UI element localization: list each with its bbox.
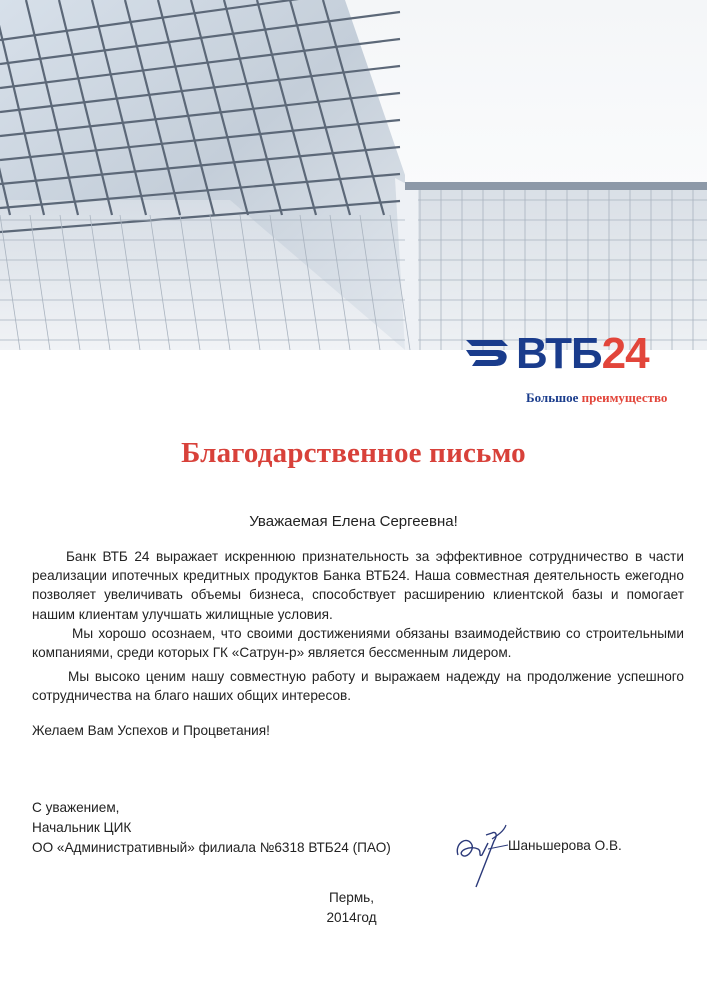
letter-paragraph-1: Банк ВТБ 24 выражает искреннюю признательность за эффективное сотрудничество в части реализации ипотечных кредитных продуктов Банка ВТБ24. Наша совместная деятельность ежегодно позволяет увеличивать объемы бизнеса, способствует расширению клиентской базы и помогает нашим клиентам улучшать жилищные условия. — [32, 549, 684, 622]
letter-greeting: Уважаемая Елена Сергеевна! — [249, 513, 458, 530]
vtb24-logo — [462, 329, 697, 412]
logo-brand-number: 24 — [601, 329, 649, 378]
logo-brand-main: ВТБ — [516, 329, 602, 378]
letter-paragraph-3: Мы высоко ценим нашу совместную работу и выражаем надежду на продолжение успешного сотрудничества на благо наших общих интересов. — [32, 669, 684, 704]
letter-wish: Желаем Вам Успехов и Процветания! — [32, 723, 270, 738]
letter-title: Благодарственное письмо — [181, 437, 526, 469]
logo-tagline-part2: преимущество — [581, 390, 668, 405]
letter-body — [32, 547, 684, 706]
signature-block — [32, 798, 391, 858]
signer-name: Шаньшерова О.В. — [508, 838, 622, 853]
letter-city: Пермь, — [328, 890, 375, 905]
logo-tagline-part1: Большое — [526, 390, 579, 405]
vtb-logo-mark-icon — [462, 336, 512, 370]
letter-closing: С уважением, — [32, 800, 120, 815]
letter-year: 2014год — [326, 910, 377, 925]
logo-wordmark — [516, 330, 649, 378]
signer-position: Начальник ЦИК — [32, 820, 132, 835]
header-banner-image — [0, 0, 707, 350]
signer-branch: ОО «Административный» филиала №6318 ВТБ24 (ПАО) — [32, 840, 391, 855]
letter-paragraph-2: Мы хорошо осознаем, что своими достижениями обязаны взаимодействию со строительными компаниями, среди которых ГК «Сатрун-р» является бессменным лидером. — [32, 625, 684, 661]
place-and-date — [0, 888, 707, 928]
logo-tagline — [526, 390, 667, 406]
